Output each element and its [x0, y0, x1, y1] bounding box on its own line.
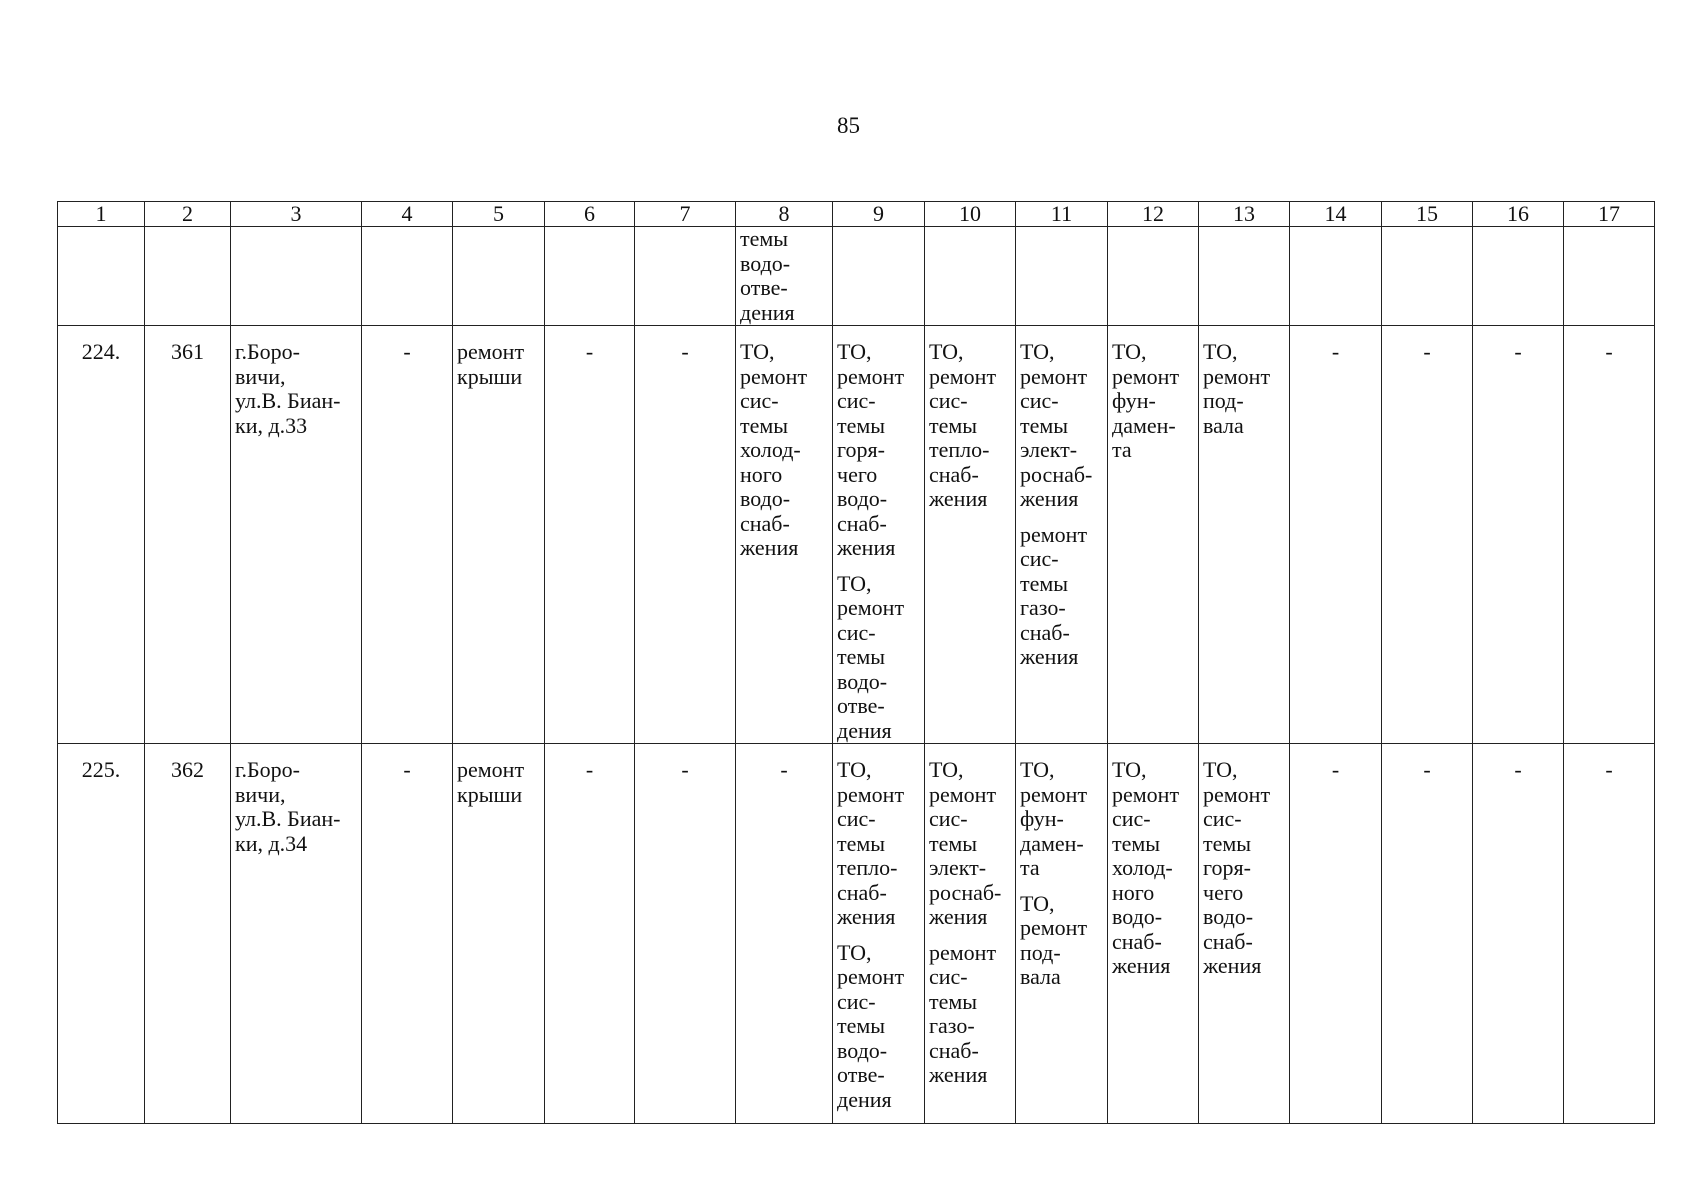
cell-text: -	[681, 339, 689, 364]
cell-text: г.Боро- вичи, ул.В. Биан- ки, д.34	[235, 757, 341, 856]
header-cell: 16	[1473, 202, 1564, 227]
table-cell	[1473, 744, 1564, 1124]
cell-text: г.Боро- вичи, ул.В. Биан- ки, д.33	[235, 339, 341, 438]
cell-text: -	[585, 757, 594, 782]
table-cell	[58, 326, 145, 744]
table-row	[58, 326, 1655, 744]
header-cell: 1	[58, 202, 145, 227]
table-cell	[1473, 227, 1564, 326]
table-cell	[362, 326, 453, 744]
table-cell	[362, 227, 453, 326]
table-cell	[1382, 326, 1473, 744]
table-cell	[1564, 227, 1655, 326]
cell-text: 361	[171, 339, 204, 364]
table-cell	[58, 227, 145, 326]
cell-paragraph: ТО, ремонт сис- темы холод- ного водо- снаб- жения	[740, 339, 808, 560]
table-cell	[736, 744, 833, 1124]
header-cell: 8	[736, 202, 833, 227]
table-cell	[1108, 326, 1199, 744]
cell-paragraph: ТО, ремонт сис- темы тепло- снаб- жения	[929, 339, 997, 511]
cell-text: 362	[171, 757, 204, 782]
table-cell	[362, 744, 453, 1124]
table-cell	[1382, 744, 1473, 1124]
cell-text: 225.	[81, 757, 121, 782]
table-cell	[231, 227, 362, 326]
cell-text: -	[681, 757, 689, 782]
cell-paragraph: ремонт сис- темы газо- снаб- жения	[1020, 521, 1088, 669]
table-cell	[1290, 227, 1382, 326]
table-cell	[1108, 227, 1199, 326]
cell-paragraph: ТО, ремонт под- вала	[1020, 890, 1088, 989]
cell-text: -	[1423, 757, 1431, 782]
header-cell: 3	[231, 202, 362, 227]
cell-text: -	[1605, 757, 1613, 782]
table-cell	[1382, 227, 1473, 326]
table-cell	[1199, 744, 1290, 1124]
table-cell	[1473, 326, 1564, 744]
table-cell	[1564, 744, 1655, 1124]
table-cell	[145, 744, 231, 1124]
cell-text: -	[1605, 339, 1613, 364]
table-cell	[1108, 744, 1199, 1124]
table-cell	[145, 326, 231, 744]
header-cell: 5	[453, 202, 545, 227]
table-cell	[736, 326, 833, 744]
table-cell	[1290, 326, 1382, 744]
cell-text: 224.	[81, 339, 121, 364]
page-number: 85	[837, 113, 860, 138]
table-cell	[635, 744, 736, 1124]
header-cell: 2	[145, 202, 231, 227]
header-cell: 4	[362, 202, 453, 227]
table-cell	[635, 326, 736, 744]
cell-text: -	[1423, 339, 1431, 364]
table-cell	[145, 227, 231, 326]
table-cell	[231, 326, 362, 744]
cell-paragraph: ТО, ремонт сис- темы водо- отве- дения	[837, 570, 905, 743]
table-cell	[833, 744, 925, 1124]
header-cell: 17	[1564, 202, 1655, 227]
header-cell: 14	[1290, 202, 1382, 227]
data-table	[57, 201, 1655, 1124]
table-cell	[1290, 744, 1382, 1124]
cell-paragraph: ТО, ремонт под- вала	[1203, 339, 1271, 438]
table-cell	[1016, 227, 1108, 326]
cell-paragraph: ТО, ремонт фун- дамен- та	[1020, 757, 1088, 880]
table-cell	[736, 227, 833, 326]
table-cell	[1016, 744, 1108, 1124]
header-cell: 15	[1382, 202, 1473, 227]
cell-text: -	[403, 757, 411, 782]
header-cell: 12	[1108, 202, 1199, 227]
table-cell	[833, 227, 925, 326]
header-cell: 7	[635, 202, 736, 227]
cell-text: -	[1514, 757, 1522, 782]
table-cell	[545, 227, 635, 326]
table-cell	[925, 227, 1016, 326]
cell-paragraph: ТО, ремонт сис- темы горя- чего водо- снаб- жения	[837, 339, 905, 560]
header-cell: 9	[833, 202, 925, 227]
table-cell	[545, 326, 635, 744]
cell-paragraph: ТО, ремонт фун- дамен- та	[1112, 339, 1180, 462]
cell-paragraph: ремонт сис- темы газо- снаб- жения	[929, 939, 997, 1087]
cell-paragraph: ТО, ремонт сис- темы элект- роснаб- жения	[929, 757, 1002, 929]
table-cell	[545, 744, 635, 1124]
header-cell: 13	[1199, 202, 1290, 227]
cell-text: -	[1514, 339, 1522, 364]
table-cell	[635, 227, 736, 326]
table-cell	[1564, 326, 1655, 744]
table-cell	[453, 326, 545, 744]
header-cell: 10	[925, 202, 1016, 227]
cell-text: -	[1331, 757, 1340, 782]
table-row	[58, 227, 1655, 326]
cell-text: -	[585, 339, 594, 364]
cell-paragraph: ТО, ремонт сис- темы горя- чего водо- снаб- жения	[1203, 757, 1271, 978]
table-cell	[1199, 326, 1290, 744]
header-row	[58, 202, 1655, 227]
cell-text: -	[403, 339, 411, 364]
table-cell	[231, 744, 362, 1124]
table-row	[58, 744, 1655, 1124]
table-cell	[833, 326, 925, 744]
table-cell	[1016, 326, 1108, 744]
cell-paragraph: ТО, ремонт сис- темы тепло- снаб- жения	[837, 757, 905, 929]
table-cell	[925, 326, 1016, 744]
cell-paragraph: ТО, ремонт сис- темы холод- ного водо- снаб- жения	[1112, 757, 1180, 978]
cell-paragraph: ТО, ремонт сис- темы элект- роснаб- жения	[1020, 339, 1093, 511]
cell-text: ремонт крыши	[457, 339, 525, 389]
table-cell	[453, 744, 545, 1124]
header-cell: 6	[545, 202, 635, 227]
table-cell	[1199, 227, 1290, 326]
cell-text: -	[1331, 339, 1340, 364]
cell-paragraph: ТО, ремонт сис- темы водо- отве- дения	[837, 939, 905, 1112]
header-cell: 11	[1016, 202, 1108, 227]
table-cell	[453, 227, 545, 326]
cell-paragraph: темы водо- отве- дения	[740, 226, 795, 325]
cell-paragraph: -	[780, 757, 788, 782]
cell-text: ремонт крыши	[457, 757, 525, 807]
table-cell	[58, 744, 145, 1124]
table-cell	[925, 744, 1016, 1124]
